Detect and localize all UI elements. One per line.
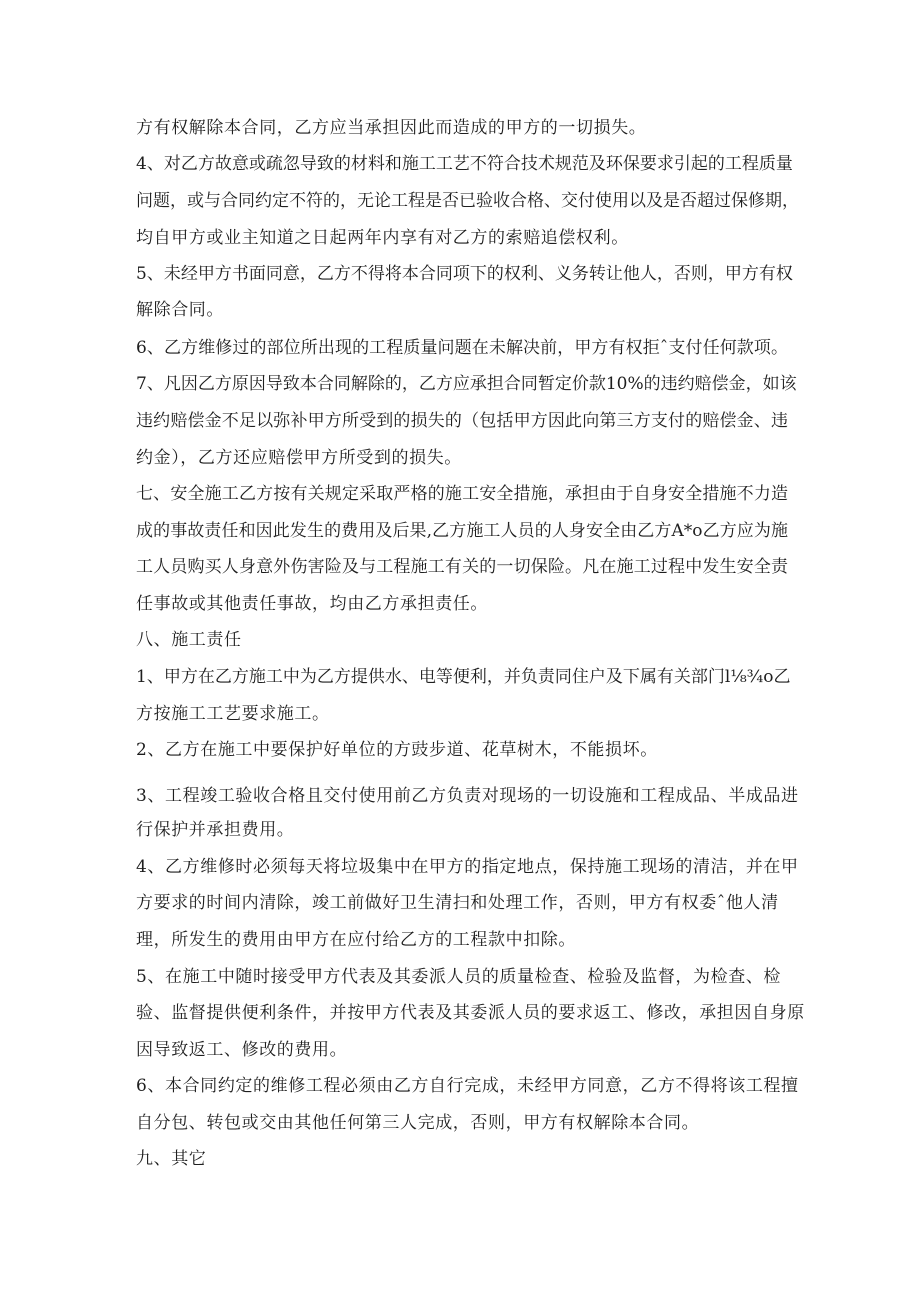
text-line: 成的事故责任和因此发生的费用及后果,乙方施工人员的人身安全由乙方A*o乙方应为施 xyxy=(136,521,788,541)
text-line: 6、乙方维修过的部位所出现的工程质量问题在未解决前，甲方有权拒ˆ支付任何款项。 xyxy=(136,338,788,358)
text-line: 因导致返工、修改的费用。 xyxy=(136,1040,348,1060)
text-line: 5、在施工中随时接受甲方代表及其委派人员的质量检查、检验及监督，为检查、检 xyxy=(136,967,782,987)
text-line: 4、对乙方故意或疏忽导致的材料和施工工艺不符合技术规范及环保要求引起的工程质量 xyxy=(136,154,793,174)
text-line: 2、乙方在施工中要保护好单位的方豉步道、花草树木，不能损坏。 xyxy=(136,740,658,760)
text-line: 违约赔偿金不足以弥补甲方所受到的损失的（包括甲方因此向第三方支付的赔偿金、违 xyxy=(136,411,788,431)
text-line: 约金），乙方还应赔偿甲方所受到的损失。 xyxy=(136,448,462,468)
text-line: 6、本合同约定的维修工程必须由乙方自行完成，未经甲方同意，乙方不得将该工程擅 xyxy=(136,1076,799,1096)
text-line: 问题，或与合同约定不符的，无论工程是否已验收合格、交付使用以及是否超过保修期， xyxy=(136,191,799,211)
text-line: 工人员购买人身意外伤害险及与工程施工有关的一切保险。凡在施工过程中发生安全责 xyxy=(136,557,788,577)
text-line: 验、监督提供便利条件，并按甲方代表及其委派人员的要求返工、修改，承担因自身原 xyxy=(136,1003,805,1023)
text-line: 解除合同。 xyxy=(136,300,224,320)
text-line: 方按施工工艺要求施工。 xyxy=(136,704,330,724)
text-line: 均自甲方或业主知道之日起两年内享有对乙方的索赔追偿权利。 xyxy=(136,228,629,248)
text-line: 理，所发生的费用由甲方在应付给乙方的工程款中扣除。 xyxy=(136,930,576,950)
text-line: 7、凡因乙方原因导致本合同解除的，乙方应承担合同暂定价款10%的违约赔偿金，如该 xyxy=(136,374,797,394)
text-line: 七、安全施工乙方按有关规定采取严格的施工安全措施，承担由于自身安全措施不力造 xyxy=(136,484,788,504)
text-line: 自分包、转包或交由其他任何第三人完成，否则，甲方有权解除本合同。 xyxy=(136,1113,700,1133)
text-line: 方有权解除本合同，乙方应当承担因此而造成的甲方的一切损失。 xyxy=(136,118,647,138)
text-line: 1、甲方在乙方施工中为乙方提供水、电等便利，并负责同住户及下属有关部门l⅛¾o乙 xyxy=(136,667,791,687)
text-line: 3、工程竣工验收合格且交付使用前乙方负责对现场的一切设施和工程成品、半成品进 xyxy=(136,786,799,806)
text-line: 5、未经甲方书面同意，乙方不得将本合同项下的权利、义务转让他人，否则，甲方有权 xyxy=(136,264,793,284)
text-line: 方要求的时间内清除，竣工前做好卫生清扫和处理工作，否则，甲方有权委ˆ他人清 xyxy=(136,893,779,913)
section-heading: 九、其它 xyxy=(136,1149,207,1169)
text-line: 任事故或其他责任事故，均由乙方承担责任。 xyxy=(136,594,488,614)
text-line: 行保护并承担费用。 xyxy=(136,820,295,840)
text-line: 4、乙方维修时必须每天将垃圾集中在甲方的指定地点，保持施工现场的清洁，并在甲 xyxy=(136,857,799,877)
section-heading: 八、施工责任 xyxy=(136,630,242,650)
